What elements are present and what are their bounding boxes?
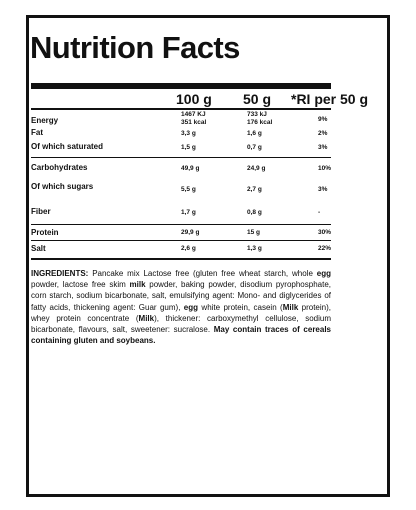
ingredients-text bbox=[31, 268, 331, 346]
allergen-warning: May contain traces of cereals containing gluten and soybeans. bbox=[31, 325, 331, 346]
row-label-carbohydrates: Carbohydrates bbox=[31, 163, 88, 172]
fiber-50g: 0,8 g bbox=[247, 209, 262, 216]
ingredients-segment: Pancake mix Lactose free (gluten free wheat starch, whole bbox=[88, 269, 317, 278]
page-title: Nutrition Facts bbox=[30, 30, 240, 65]
title-divider bbox=[31, 83, 331, 89]
protein-100g: 29,9 g bbox=[181, 229, 200, 236]
energy-100g-kj: 1467 KJ bbox=[181, 111, 206, 118]
saturated-100g: 1,5 g bbox=[181, 144, 196, 151]
saturated-ri: 3% bbox=[318, 144, 328, 151]
row-divider bbox=[31, 224, 331, 225]
fat-100g: 3,3 g bbox=[181, 130, 196, 137]
protein-50g: 15 g bbox=[247, 229, 261, 236]
energy-50g-kj: 733 kJ bbox=[247, 111, 267, 118]
fiber-ri: - bbox=[318, 209, 321, 216]
column-header-ri: *RI per 50 g bbox=[291, 91, 369, 107]
fat-ri: 2% bbox=[318, 130, 328, 137]
carbohydrates-ri: 10% bbox=[318, 165, 332, 172]
allergen-egg: egg bbox=[183, 302, 199, 312]
row-divider bbox=[31, 240, 331, 241]
sugars-100g: 5,5 g bbox=[181, 186, 196, 193]
protein-ri: 30% bbox=[318, 229, 332, 236]
allergen-milk: Milk bbox=[138, 313, 155, 323]
row-label-salt: Salt bbox=[31, 244, 46, 253]
carbohydrates-100g: 49,9 g bbox=[181, 165, 200, 172]
row-label-energy: Energy bbox=[31, 116, 59, 125]
ingredients-segment: ), thickener: carboxymethyl cellulose, sodium bicarbonate, flavours, salt, sweetener: sucralose. bbox=[31, 313, 331, 335]
column-header-50g: 50 g bbox=[243, 91, 272, 107]
ingredients-segment: powder, lactose free skim bbox=[31, 280, 130, 290]
row-label-saturated: Of which saturated bbox=[31, 142, 104, 151]
ingredients-divider bbox=[31, 258, 331, 260]
energy-ri: 9% bbox=[318, 116, 328, 123]
energy-50g-kcal: 176 kcal bbox=[247, 119, 273, 126]
sugars-50g: 2,7 g bbox=[247, 186, 262, 193]
energy-100g-kcal: 351 kcal bbox=[181, 119, 207, 126]
header-divider bbox=[31, 108, 331, 110]
row-label-fiber: Fiber bbox=[31, 207, 51, 216]
ingredients-segment: white protein, casein ( bbox=[198, 302, 283, 312]
salt-ri: 22% bbox=[318, 245, 332, 252]
allergen-egg: egg bbox=[316, 269, 331, 278]
row-label-fat: Fat bbox=[31, 128, 43, 137]
fat-50g: 1,6 g bbox=[247, 130, 262, 137]
ingredients-segment: powder, baking powder, disodium pyrophosphate, corn starch, sodium bicarbonate, salt, emulsifying agent: Mono- and diglycerides of fatty acids, thickening agent: Guar gum), bbox=[31, 280, 331, 312]
salt-100g: 2,6 g bbox=[181, 245, 196, 252]
fiber-100g: 1,7 g bbox=[181, 209, 196, 216]
allergen-milk: Milk bbox=[282, 302, 299, 312]
saturated-50g: 0,7 g bbox=[247, 144, 262, 151]
column-header-100g: 100 g bbox=[176, 91, 212, 107]
ingredients-heading: INGREDIENTS: bbox=[31, 269, 89, 278]
salt-50g: 1,3 g bbox=[247, 245, 262, 252]
carbohydrates-50g: 24,9 g bbox=[247, 165, 266, 172]
ingredients-segment: protein), whey protein concentrate ( bbox=[31, 302, 331, 323]
sugars-ri: 3% bbox=[318, 186, 328, 193]
row-label-protein: Protein bbox=[31, 228, 59, 237]
allergen-milk: milk bbox=[129, 280, 146, 290]
row-label-sugars: Of which sugars bbox=[31, 182, 94, 191]
row-divider bbox=[31, 157, 331, 158]
